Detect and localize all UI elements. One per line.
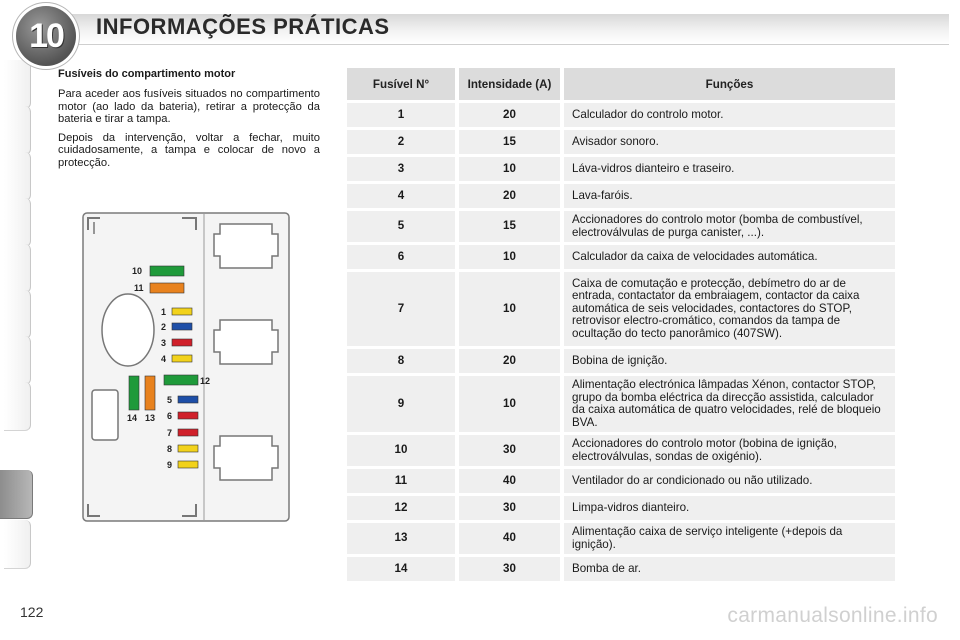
chapter-tab[interactable] (4, 520, 31, 569)
fuse-number-cell: 13 (347, 523, 455, 554)
function-cell: Alimentação caixa de serviço inteligente (+depois da ignição). (564, 523, 895, 554)
chapter-tab[interactable] (4, 198, 31, 247)
amps-cell: 40 (459, 523, 560, 554)
watermark: carmanualsonline.info (727, 604, 938, 627)
page-number: 122 (20, 604, 44, 620)
fuse-11-marker (150, 283, 184, 293)
amps-cell: 30 (459, 557, 560, 581)
fuse-label: 11 (134, 283, 144, 293)
fuse-label: 12 (200, 376, 211, 386)
column-header-amps: Intensidade (A) (459, 68, 560, 100)
fuse-number-cell: 2 (347, 130, 455, 154)
function-cell: Lava-faróis. (564, 184, 895, 208)
page-title: INFORMAÇÕES PRÁTICAS (96, 14, 390, 39)
table-row (347, 157, 895, 181)
fuse-label: 10 (132, 266, 143, 276)
column-header-functions: Funções (564, 68, 895, 100)
fuse-label: 7 (167, 428, 173, 438)
table-row (347, 245, 895, 269)
amps-cell: 40 (459, 469, 560, 493)
table-row (347, 184, 895, 208)
amps-cell: 10 (459, 272, 560, 346)
chapter-tab[interactable] (4, 336, 31, 385)
fuse-box-diagram (82, 212, 290, 522)
instructions (58, 88, 320, 176)
fuse-label: 9 (167, 460, 173, 470)
function-cell: Limpa-vidros dianteiro. (564, 496, 895, 520)
function-cell: Láva-vidros dianteiro e traseiro. (564, 157, 895, 181)
fuse-number-cell: 4 (347, 184, 455, 208)
fuse-number-cell: 6 (347, 245, 455, 269)
amps-cell: 20 (459, 103, 560, 127)
fuse-label: 14 (127, 413, 138, 423)
fuse-label: 13 (145, 413, 156, 423)
amps-cell: 15 (459, 211, 560, 242)
function-cell: Bobina de ignição. (564, 349, 895, 373)
function-cell: Bomba de ar. (564, 557, 895, 581)
table-row (347, 130, 895, 154)
instruction-paragraph: Para aceder aos fusíveis situados no compartimento motor (ao lado da bateria), retirar a protecção da bateria e tirar a tampa. (58, 88, 320, 126)
table-row (347, 376, 895, 432)
fuse-number-cell: 14 (347, 557, 455, 581)
fuse-number-cell: 9 (347, 376, 455, 432)
fuse-number-cell: 7 (347, 272, 455, 346)
function-cell: Accionadores do controlo motor (bomba de combustível, electroválvulas de purga canister, ...). (564, 211, 895, 242)
fuse-label: 1 (161, 307, 167, 317)
fuse-10-marker (150, 266, 184, 276)
amps-cell: 10 (459, 376, 560, 432)
table-row (347, 557, 895, 581)
fuse-number-cell: 8 (347, 349, 455, 373)
table-row (347, 435, 895, 466)
chapter-tab[interactable] (4, 152, 31, 201)
fuse-label: 5 (167, 395, 173, 405)
fuse-table (343, 65, 899, 584)
chapter-badge (16, 6, 76, 66)
chapter-tab[interactable] (4, 244, 31, 293)
function-cell: Ventilador do ar condicionado ou não utilizado. (564, 469, 895, 493)
amps-cell: 30 (459, 435, 560, 466)
table-row (347, 211, 895, 242)
amps-cell: 20 (459, 184, 560, 208)
amps-cell: 30 (459, 496, 560, 520)
fuse-label: 2 (161, 322, 167, 332)
function-cell: Accionadores do controlo motor (bobina de ignição, electroválvulas, sondas de oxigénio). (564, 435, 895, 466)
chapter-tab[interactable] (4, 382, 31, 431)
table-row (347, 469, 895, 493)
function-cell: Calculador do controlo motor. (564, 103, 895, 127)
function-cell: Alimentação electrónica lâmpadas Xénon, contactor STOP, grupo da bomba eléctrica da direcção assistida, calculador da caixa automática de quatro velocidades, relé de bloqueio BVA. (564, 376, 895, 432)
amps-cell: 10 (459, 157, 560, 181)
chapter-tab-active[interactable] (0, 470, 33, 519)
chapter-tab-strip (0, 60, 34, 580)
amps-cell: 10 (459, 245, 560, 269)
fuse-label: 6 (167, 411, 173, 421)
function-cell: Calculador da caixa de velocidades automática. (564, 245, 895, 269)
table-row (347, 272, 895, 346)
fuse-label: 8 (167, 444, 173, 454)
fuse-number-cell: 5 (347, 211, 455, 242)
table-row (347, 523, 895, 554)
section-heading: Fusíveis do compartimento motor (58, 68, 236, 80)
instruction-paragraph: Depois da intervenção, voltar a fechar, muito cuidadosamente, a tampa e colocar de novo a protecção. (58, 131, 320, 169)
amps-cell: 20 (459, 349, 560, 373)
fuse-number-cell: 10 (347, 435, 455, 466)
chapter-number: 10 (29, 16, 63, 55)
chapter-tab[interactable] (4, 290, 31, 339)
table-row (347, 349, 895, 373)
fuse-number-cell: 12 (347, 496, 455, 520)
table-row (347, 496, 895, 520)
fuse-number-cell: 1 (347, 103, 455, 127)
column-header-fuse: Fusível N° (347, 68, 455, 100)
fuse-label: 4 (161, 354, 167, 364)
fuse-number-cell: 11 (347, 469, 455, 493)
chapter-tab[interactable] (4, 106, 31, 155)
fuse-number-cell: 3 (347, 157, 455, 181)
table-row (347, 103, 895, 127)
fuse-label: 3 (161, 338, 167, 348)
amps-cell: 15 (459, 130, 560, 154)
function-cell: Avisador sonoro. (564, 130, 895, 154)
function-cell: Caixa de comutação e protecção, debímetro do ar de entrada, contactator da embraiagem, contactor da caixa automática de seis velocidades, contactores do STOP, retrovisor electro-cromático, comandos da tampa de ocultação do tecto panorâmico (407SW). (564, 272, 895, 346)
chapter-tab[interactable] (4, 60, 31, 109)
